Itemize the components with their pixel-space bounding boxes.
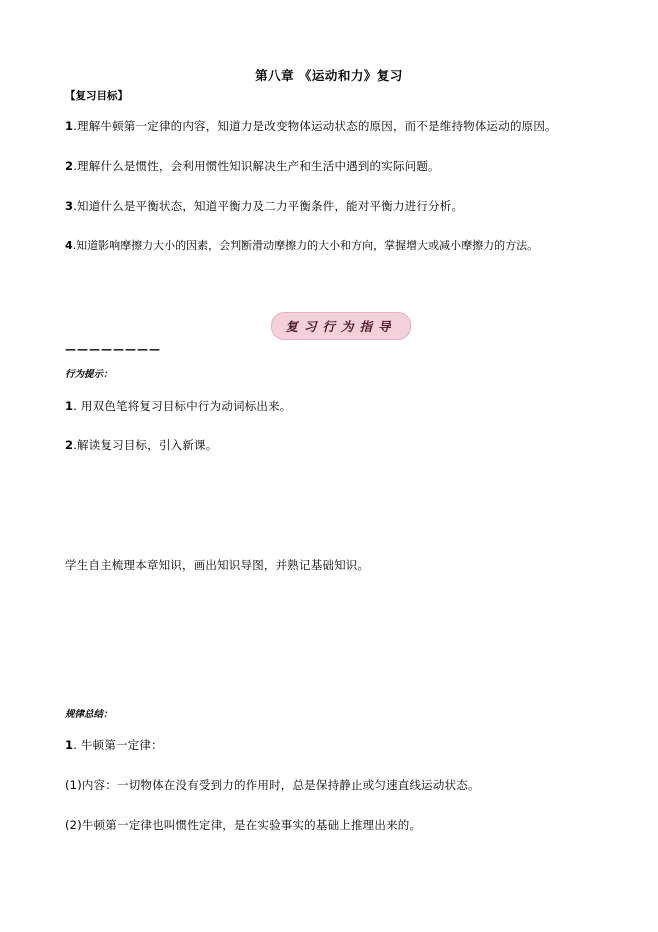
self-study-text: 学生自主梳理本章知识，画出知识导图，并熟记基础知识。 [65,558,370,572]
page-title: 第八章 《运动和力》复习 [255,68,403,83]
hint-text: . 用双色笔将复习目标中行为动词标出来。 [73,399,292,413]
goal-text: .理解牛顿第一定律的内容，知道力是改变物体运动状态的原因，而不是维持物体运动的原因。 [73,119,557,133]
dash-separator: ———————— [65,343,161,356]
section-banner [271,312,411,340]
goal-item-4 [65,237,538,253]
hint-item-2 [65,437,217,453]
goal-number: 3 [65,199,74,213]
law-point-2: (2)牛顿第一定律也叫惯性定律，是在实验事实的基础上推理出来的。 [65,818,422,832]
hint-text: .解读复习目标，引入新课。 [73,438,218,452]
goal-text: .知道什么是平衡状态，知道平衡力及二力平衡条件，能对平衡力进行分析。 [73,199,464,213]
goal-number: 1 [65,119,74,133]
hint-number: 1 [65,399,74,413]
hint-item-1 [65,398,292,414]
law-heading [65,737,163,753]
law-text: . 牛顿第一定律： [73,738,163,752]
hint-number: 2 [65,438,74,452]
goal-number: 2 [65,159,74,173]
summary-label: 规律总结： [65,709,113,720]
goal-text: .理解什么是惯性，会利用惯性知识解决生产和生活中遇到的实际问题。 [73,159,440,173]
banner-text: 复习行为指导 [285,319,397,334]
goals-label: 【复习目标】 [65,90,128,102]
goal-item-1 [65,118,557,134]
law-point-1: (1)内容：一切物体在没有受到力的作用时，总是保持静止或匀速直线运动状态。 [65,778,480,792]
goal-item-3 [65,198,463,214]
hint-label: 行为提示： [65,369,113,380]
goal-number: 4 [65,239,73,252]
law-number: 1 [65,738,74,752]
goal-item-2 [65,158,440,174]
goal-text: .知道影响摩擦力大小的因素，会判断滑动摩擦力的大小和方向，掌握增大或减小摩擦力的方法。 [72,239,539,252]
